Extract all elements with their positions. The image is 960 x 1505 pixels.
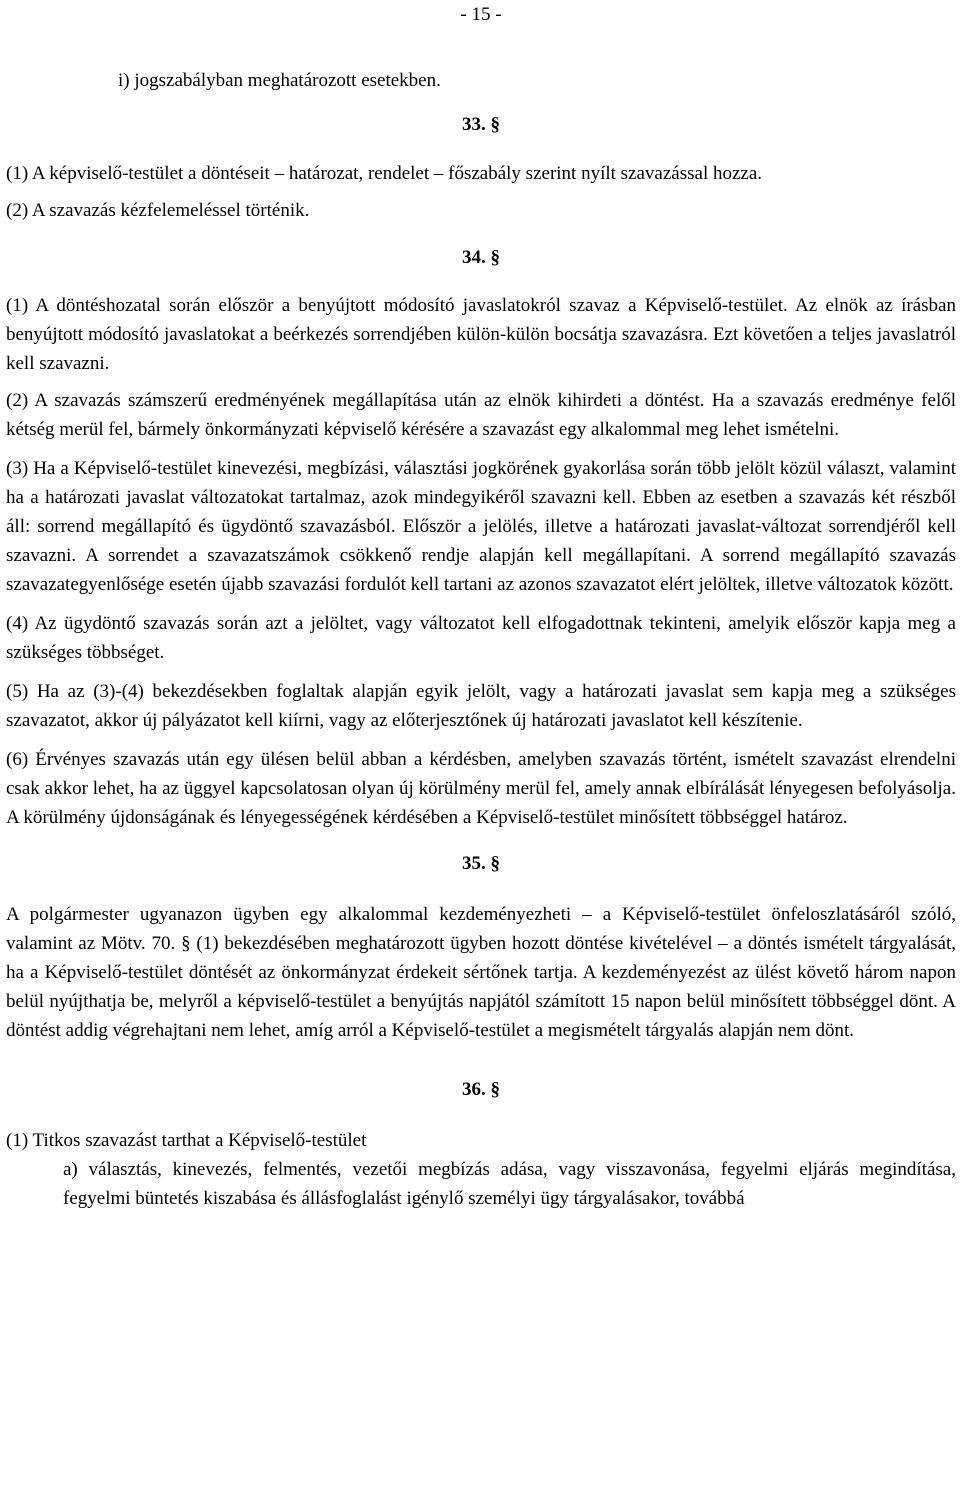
sec34-paragraph-6: (6) Érvényes szavazás után egy ülésen belül abban a kérdésben, amelyben szavazás történt, ismételt szavazást elrendelni csak akkor lehet, ha az üggyel kapcsolatosan olyan új körülmény merül fel, amely annak elbírálását lényegesen befolyásolja. A körülmény újdonságának és lényegességének kérdésében a Képviselő-testület minősített többséggel határoz. (6, 749, 956, 828)
sec33-paragraph-1: (1) A képviselő-testület a döntéseit – határozat, rendelet – főszabály szerint nyílt szavazással hozza. (6, 163, 763, 184)
item-i: i) jogszabályban meghatározott esetekben. (118, 70, 441, 91)
sec33-paragraph-2: (2) A szavazás kézfelemeléssel történik. (6, 200, 310, 221)
sec35-paragraph-1: A polgármester ugyanazon ügyben egy alkalommal kezdeményezheti – a Képviselő-testület önfeloszlatásáról szóló, valamint az Mötv. 70. § (1) bekezdésében meghatározott ügyben hozott döntése kivételével – a döntés ismételt tárgyalását, ha a Képviselő-testület döntését az önkormányzat érdekeit sértőnek tartja. A kezdeményezést az ülést követő három napon belül nyújthatja be, melyről a képviselő-testület a benyújtás napjától számított 15 napon belül minősített többséggel dönt. A döntést addig végrehajtani nem lehet, amíg arról a Képviselő-testület a megismételt tárgyalás alapján nem dönt. (6, 904, 956, 1041)
document-page (6, 0, 956, 1213)
sec36-paragraph-1: (1) Titkos szavazást tarthat a Képviselő-testület (6, 1130, 367, 1151)
sec36-item-a: a) választás, kinevezés, felmentés, vezetői megbízás adása, vagy visszavonása, fegyelmi eljárás megindítása, fegyelmi büntetés kiszabása és állásfoglalást igénylő személyi ügy tárgyalásakor, továbbá (63, 1159, 956, 1209)
sec34-paragraph-5: (5) Ha az (3)-(4) bekezdésekben foglaltak alapján egyik jelölt, vagy a határozati javaslat sem kapja meg a szükséges szavazatot, akkor új pályázatot kell kiírni, vagy az előterjesztőnek új határozati javaslatot kell készítenie. (6, 681, 956, 731)
sec34-paragraph-3: (3) Ha a Képviselő-testület kinevezési, megbízási, választási jogkörének gyakorlása során több jelölt közül választ, valamint ha a határozati javaslat változatokat tartalmaz, azok mindegyikéről szavazni kell. Ebben az esetben a szavazás két részből áll: sorrend megállapító és ügydöntő szavazásból. Először a jelölés, illetve a határozati javaslat-változat sorrendjéről kell szavazni. A sorrendet a szavazatszámok csökkenő rendje alapján kell megállapítani. A sorrend megállapító szavazás szavazategyenlősége esetén újabb szavazási fordulót kell tartani az azonos szavazatot elért jelöltek, illetve változatok között. (6, 458, 956, 595)
sec34-paragraph-2: (2) A szavazás számszerű eredményének megállapítása után az elnök kihirdeti a döntést. Ha a szavazás eredménye felől kétség merül fel, bármely önkormányzati képviselő kérésére a szavazást egy alkalommal meg lehet ismételni. (6, 390, 956, 440)
section-36-heading: 36. § (462, 1079, 500, 1100)
section-35-heading: 35. § (462, 853, 500, 874)
sec34-paragraph-4: (4) Az ügydöntő szavazás során azt a jelöltet, vagy változatot kell elfogadottnak tekinteni, amelyik először kapja meg a szükséges többséget. (6, 613, 956, 663)
section-34-heading: 34. § (462, 247, 500, 268)
sec34-paragraph-1: (1) A döntéshozatal során először a benyújtott módosító javaslatokról szavaz a Képviselő-testület. Az elnök az írásban benyújtott módosító javaslatokat a beérkezés sorrendjében külön-külön bocsátja szavazásra. Ezt követően a teljes javaslatról kell szavazni. (6, 295, 956, 374)
section-33-heading: 33. § (462, 114, 500, 135)
page-number: - 15 - (460, 4, 502, 25)
